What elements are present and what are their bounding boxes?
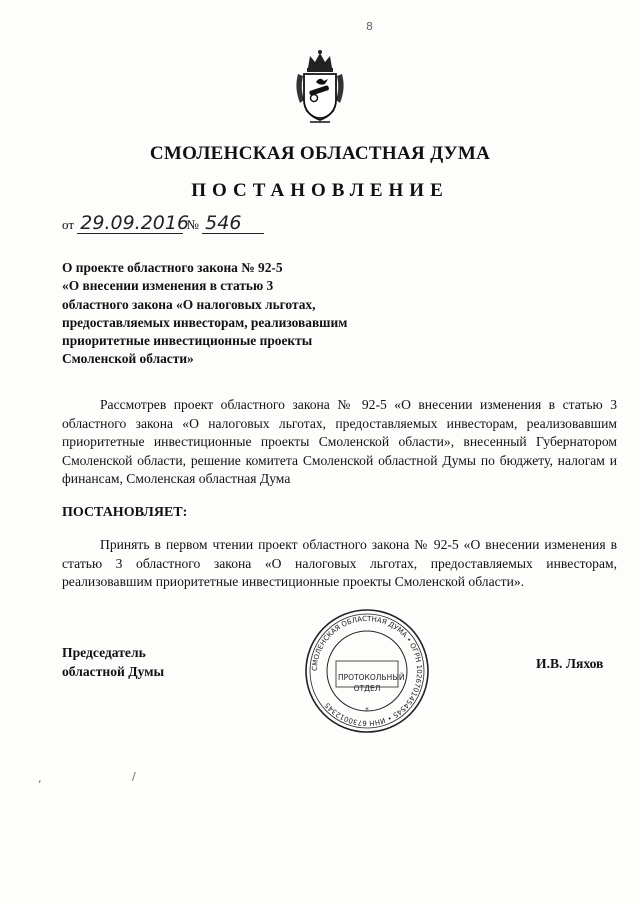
stamp-line: ПРОТОКОЛЬНЫЙ: [338, 673, 405, 682]
position-line: Председатель: [62, 645, 146, 660]
signatory-position: [62, 644, 164, 681]
stamp-center-text: [338, 672, 405, 694]
subject-line: областного закона «О налоговых льготах,: [62, 296, 316, 312]
subject-line: «О внесении изменения в статью 3: [62, 278, 274, 294]
resolution-paragraph: Принять в первом чтении проект областного закона № 92-5 «О внесении изменения в статью 3 областного закона «О налоговых льготах, предоставляемых инвесторам, реализовавшим приоритетные инвестиционные проекты Смоленской области».: [62, 537, 617, 590]
svg-text:*: *: [365, 706, 369, 714]
subject-line: Смоленской области»: [62, 351, 194, 367]
scan-speck: /: [132, 770, 136, 783]
official-round-stamp: [304, 608, 430, 734]
corner-handwritten-mark: 8: [366, 20, 373, 33]
svg-text:СМОЛЕНСКАЯ ОБЛАСТНАЯ ДУМА • ОГ: СМОЛЕНСКАЯ ОБЛАСТНАЯ ДУМА • ОГРН 1026701454545 • ИНН 6730012345: [310, 614, 424, 728]
resolve-heading: ПОСТАНОВЛЯЕТ:: [62, 505, 188, 520]
scan-speck: ,: [38, 772, 42, 785]
handwritten-date: 29.09.2016: [77, 214, 183, 234]
number-sign: №: [186, 217, 199, 232]
subject-line: приоритетные инвестиционные проекты: [62, 333, 313, 349]
organization-title: СМОЛЕНСКАЯ ОБЛАСТНАЯ ДУМА: [149, 143, 491, 164]
handwritten-number: 546: [202, 214, 264, 234]
coat-of-arms-emblem: [290, 48, 350, 128]
date-number-line: [62, 214, 264, 234]
subject-line: предоставляемых инвесторам, реализовавшим: [62, 314, 348, 330]
signatory-name: И.В. Ляхов: [536, 656, 604, 671]
document-subject: [62, 259, 422, 369]
date-prefix: от: [62, 217, 75, 232]
document-type-heading: ПОСТАНОВЛЕНИЕ: [191, 180, 449, 201]
preamble-paragraph: Рассмотрев проект областного закона № 92-5 «О внесении изменения в статью 3 областного закона «О налоговых льготах, предоставляемых инвесторам, реализовавшим приоритетные инвестиционные проекты Смоленской области», внесенный Губернатором Смоленской области, решение комитета Смоленской областной Думы по бюджету, налогам и финансам, Смоленская областная Дума: [62, 397, 617, 487]
stamp-line: ОТДЕЛ: [353, 684, 381, 693]
subject-line: О проекте областного закона № 92-5: [62, 260, 283, 275]
position-line: областной Думы: [62, 663, 165, 679]
